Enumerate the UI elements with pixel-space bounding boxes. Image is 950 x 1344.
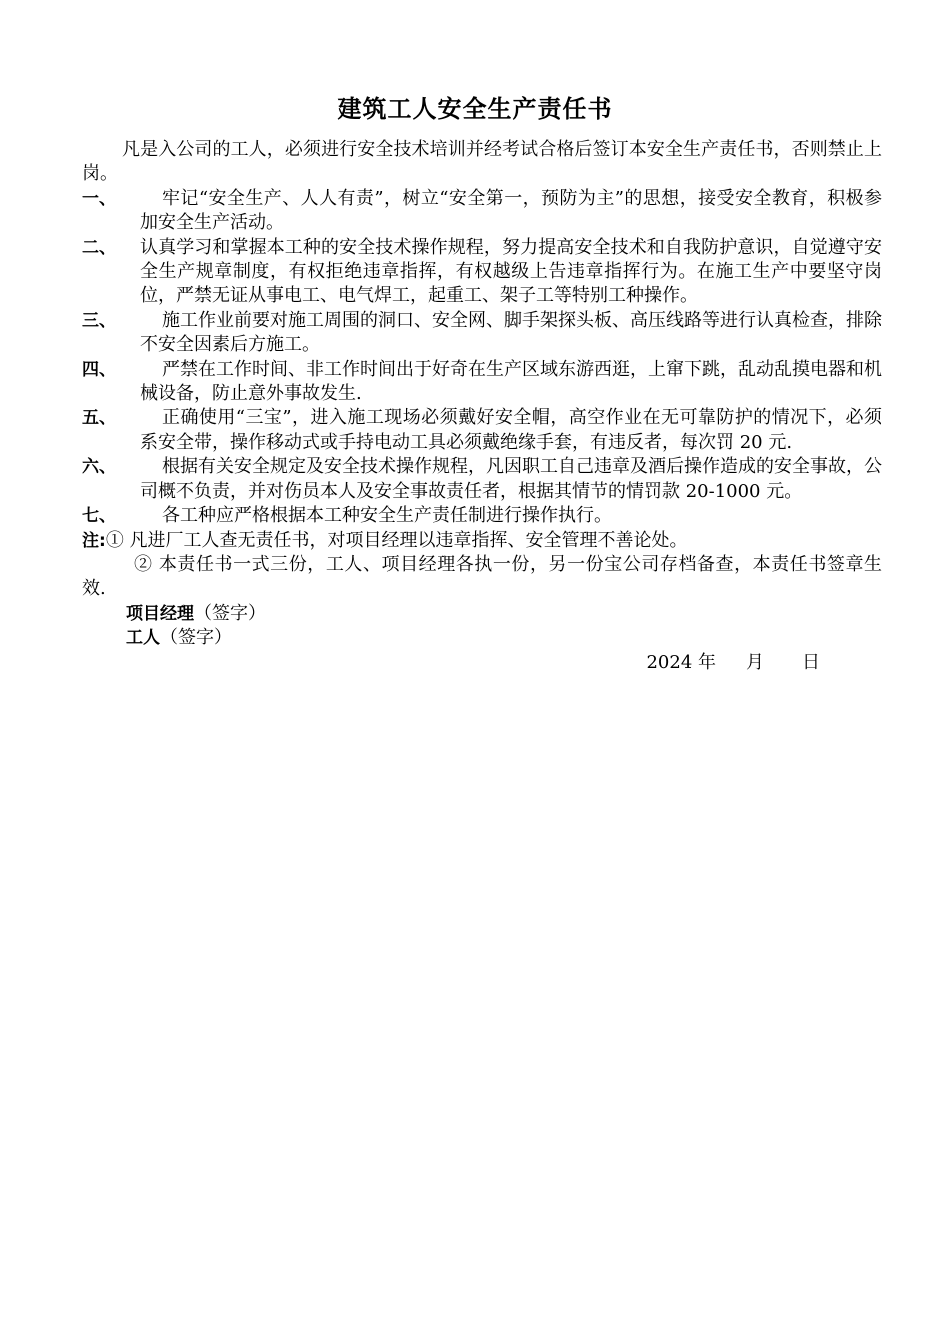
signature-manager — [82, 602, 882, 626]
document-title: 建筑工人安全生产责任书 — [337, 95, 613, 123]
clause-text: 正确使用“三宝”，进入施工现场必须戴好安全帽，高空作业在无可靠防护的情况下，必须系安全带，操作移动式或手持电动工具必须戴绝缘手套，有违反者，每次罚 20 元. — [140, 407, 882, 453]
clause-item-6 — [82, 455, 882, 504]
clause-item-1 — [82, 187, 882, 236]
date-day: 日 — [802, 651, 820, 673]
intro-paragraph: 凡是入公司的工人，必须进行安全技术培训并经考试合格后签订本安全生产责任书，否则禁止上岗。 — [82, 139, 882, 185]
clause-text: 根据有关安全规定及安全技术操作规程，凡因职工自己违章及酒后操作造成的安全事故，公司概不负责，并对伤员本人及安全事故责任者，根据其情节的情罚款 20-1000 元。 — [140, 456, 882, 502]
signature-manager-hint: （签字） — [194, 602, 266, 624]
clause-item-2 — [82, 236, 882, 309]
signature-worker-hint: （签字） — [160, 627, 232, 649]
note-2: ② 本责任书一式三份，工人、项目经理各执一份，另一份宝公司存档备查，本责任书签章生效. — [82, 553, 882, 600]
clause-number: 三、 — [82, 310, 116, 331]
note-1 — [82, 529, 882, 553]
clause-text: 认真学习和掌握本工种的安全技术操作规程，努力提高安全技术和自我防护意识，自觉遵守安全生产规章制度，有权拒绝违章指挥，有权越级上告违章指挥行为。在施工生产中要坚守岗位，严禁无证从事电工、电气焊工，起重工、架子工等特别工种操作。 — [140, 236, 882, 307]
clause-text: 施工作业前要对施工周围的洞口、安全网、脚手架探头板、高压线路等进行认真检查，排除不安全因素后方施工。 — [140, 309, 882, 356]
date-line — [82, 651, 882, 675]
clause-number: 五、 — [82, 408, 116, 429]
note-label: 注: — [82, 530, 106, 551]
clause-number: 七、 — [82, 506, 116, 527]
clause-number: 六、 — [82, 457, 116, 478]
clause-text: 各工种应严格根据本工种安全生产责任制进行操作执行。 — [162, 505, 612, 527]
note-1-text: ① 凡进厂工人查无责任书，对项目经理以违章指挥、安全管理不善论处。 — [105, 529, 688, 551]
date-year: 2024 年 — [646, 651, 716, 673]
clause-text: 严禁在工作时间、非工作时间出于好奇在生产区域东游西逛，上窜下跳，乱动乱摸电器和机械设备，防止意外事故发生. — [140, 358, 882, 405]
clause-item-3 — [82, 309, 882, 358]
clause-item-5 — [82, 406, 882, 455]
clause-item-4 — [82, 358, 882, 407]
clause-text: 牢记“安全生产、人人有责”，树立“安全第一，预防为主”的思想，接受安全教育，积极参加安全生产活动。 — [140, 187, 882, 234]
document-body — [82, 138, 882, 675]
signature-worker — [82, 626, 882, 650]
signature-worker-label: 工人 — [126, 628, 160, 649]
date-month: 月 — [746, 651, 764, 673]
clause-number: 一、 — [82, 188, 116, 209]
clause-number: 二、 — [82, 237, 116, 258]
signature-manager-label: 项目经理 — [126, 603, 194, 624]
clause-item-7 — [82, 504, 882, 528]
clause-number: 四、 — [82, 359, 116, 380]
